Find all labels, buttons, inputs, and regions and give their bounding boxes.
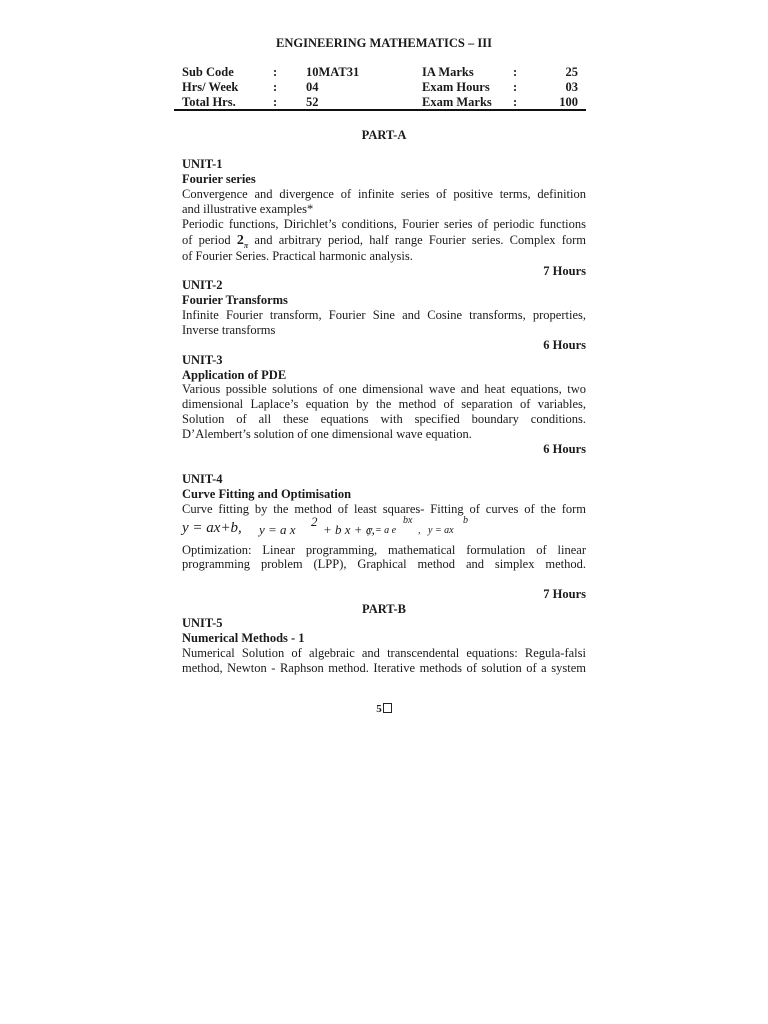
unit4-heading: UNIT-4 — [182, 472, 223, 486]
unit1-text: of Fourier Series. Practical harmonic analysis. — [182, 249, 413, 263]
unit3-text: Various possible solutions of one dimensional wave and heat equations, two — [182, 382, 586, 396]
meta-sep: : — [513, 95, 518, 109]
unit1-topic: Fourier series — [182, 172, 256, 186]
part-b-heading: PART-B — [361, 602, 406, 616]
unit5-text: Numerical Solution of algebraic and transcendental equations: Regula-falsi — [182, 646, 586, 660]
part-a-heading: PART-A — [361, 128, 407, 142]
two-pi-sub: π — [243, 240, 249, 250]
unit1-hours: 7 Hours — [543, 264, 586, 278]
course-meta-table — [182, 65, 586, 110]
equation-power-a: y = ax — [428, 525, 454, 536]
curve-forms-equations — [182, 514, 586, 540]
meta-sep: : — [273, 80, 278, 94]
equation-quadratic-a: y = a x — [259, 522, 296, 537]
meta-row — [182, 65, 586, 80]
unit1-text: and arbitrary period, half range Fourier series. Complex form — [254, 233, 587, 247]
unit2-hours: 6 Hours — [543, 338, 586, 352]
equation-exponential-a: y = a e — [368, 525, 397, 536]
meta-sep: : — [513, 65, 518, 79]
unit5-heading: UNIT-5 — [182, 616, 223, 630]
equation-quadratic-sup: 2 — [311, 514, 318, 529]
meta-key: IA Marks — [422, 65, 474, 79]
meta-value: 03 — [565, 80, 578, 94]
unit3-heading: UNIT-3 — [182, 353, 223, 367]
meta-value: 10MAT31 — [306, 65, 360, 79]
meta-key: Sub Code — [182, 65, 234, 79]
meta-sep: : — [273, 65, 278, 79]
page-number — [182, 703, 586, 715]
unit4-text: Curve fitting by the method of least squares- Fitting of curves of the form — [182, 502, 586, 516]
unit3-text: Solution of all these equations with specified boundary conditions. — [182, 412, 586, 426]
meta-value: 04 — [306, 80, 319, 94]
unit5-text: method, Newton - Raphson method. Iterative methods of solution of a system — [182, 661, 586, 675]
unit3-text: dimensional Laplace’s equation by the method of separation of variables, — [182, 397, 586, 411]
unit2-heading: UNIT-2 — [182, 278, 223, 292]
two-pi-digit: 2 — [236, 233, 244, 248]
equation-linear: y = ax+b, — [182, 520, 242, 536]
meta-value: 52 — [306, 95, 319, 109]
meta-value: 100 — [559, 95, 578, 109]
meta-key: Exam Marks — [422, 95, 492, 109]
meta-key: Hrs/ Week — [182, 80, 239, 94]
unit1-heading: UNIT-1 — [182, 157, 223, 171]
unit2-topic: Fourier Transforms — [182, 293, 288, 307]
meta-sep: : — [273, 95, 278, 109]
meta-row — [182, 80, 586, 95]
unit3-topic: Application of PDE — [182, 368, 287, 382]
unit1-text: of period — [182, 233, 231, 247]
equation-power-sup: b — [463, 515, 468, 526]
unit4-hours: 7 Hours — [543, 587, 586, 601]
meta-value: 25 — [565, 65, 578, 79]
unit1-text: Periodic functions, Dirichlet’s conditions, Fourier series of periodic functions — [182, 217, 586, 231]
unit4-text: Optimization: Linear programming, mathematical formulation of linear — [182, 543, 586, 557]
unit3-text: D’Alembert’s solution of one dimensional wave equation. — [182, 427, 472, 441]
unit4-topic: Curve Fitting and Optimisation — [182, 487, 352, 501]
meta-key: Exam Hours — [422, 80, 490, 94]
unit5-topic: Numerical Methods - 1 — [182, 631, 305, 645]
meta-key: Total Hrs. — [182, 95, 236, 109]
equation-exponential-b: , — [418, 525, 421, 536]
missing-glyph-box — [383, 703, 392, 713]
meta-row — [182, 95, 586, 110]
header-rule — [174, 109, 586, 111]
equation-exponential-sup: bx — [403, 515, 413, 526]
equation-quadratic-b: + b x + c, — [323, 522, 375, 537]
page-number-text: 5 — [376, 703, 382, 715]
unit1-text: and illustrative examples* — [182, 202, 314, 216]
unit3-hours: 6 Hours — [543, 442, 586, 456]
document-title: ENGINEERING MATHEMATICS – III — [276, 36, 492, 50]
meta-sep: : — [513, 80, 518, 94]
unit2-text: Inverse transforms — [182, 323, 276, 337]
unit2-text: Infinite Fourier transform, Fourier Sine and Cosine transforms, properties, — [182, 308, 586, 322]
unit4-text: programming problem (LPP), Graphical method and simplex method. — [182, 557, 586, 571]
unit1-text: Convergence and divergence of infinite series of positive terms, definition — [182, 187, 586, 201]
